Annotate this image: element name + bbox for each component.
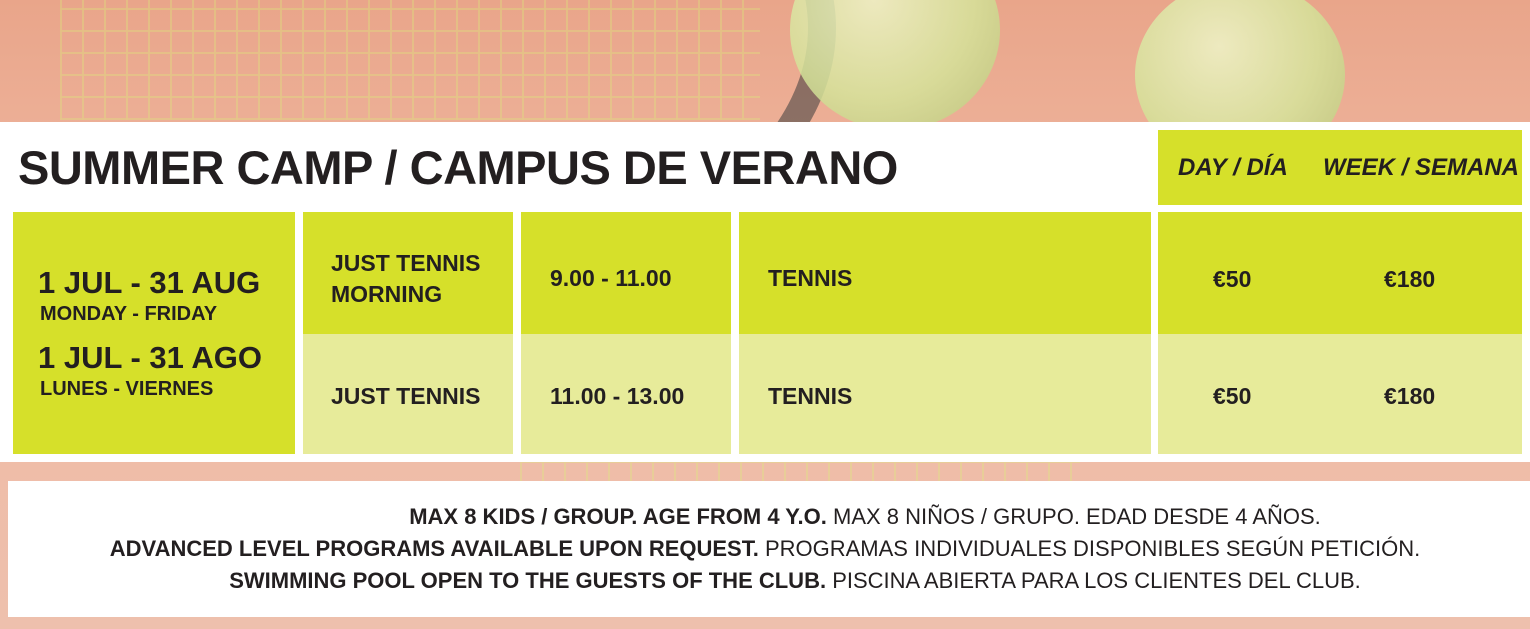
program-name: JUST TENNIS [331,250,481,276]
notes-block [0,501,1530,597]
tennis-ball-graphic [790,0,1000,130]
racket-strings-graphic [60,0,760,120]
session-time: 9.00 - 11.00 [550,265,672,291]
program-name: JUST TENNIS [331,383,481,409]
weekdays-es: LUNES - VIERNES [40,378,214,400]
week-price: €180 [1384,383,1436,409]
session-time: 11.00 - 13.00 [550,383,685,409]
note-bold: MAX 8 KIDS / GROUP. AGE FROM 4 Y.O. [409,504,827,529]
note-bold: SWIMMING POOL OPEN TO THE GUESTS OF THE CLUB. [229,568,827,593]
note-normal: MAX 8 NIÑOS / GRUPO. EDAD DESDE 4 AÑOS. [826,504,1321,529]
note-line [0,565,1530,597]
day-price-header: DAY / DÍA [1178,154,1288,181]
note-line [0,501,1530,533]
day-price: €50 [1213,383,1252,409]
page-title: SUMMER CAMP / CAMPUS DE VERANO [18,141,898,194]
weekdays-en: MONDAY - FRIDAY [40,303,218,325]
note-line [0,533,1530,565]
date-range-es: 1 JUL - 31 AGO [38,340,262,375]
date-cell [13,212,295,454]
program-name-line2: MORNING [331,281,443,307]
activity-name: TENNIS [768,265,853,291]
date-range-en: 1 JUL - 31 AUG [38,265,261,300]
week-price-header: WEEK / SEMANA [1323,154,1520,181]
note-normal: PISCINA ABIERTA PARA LOS CLIENTES DEL CLUB. [826,568,1361,593]
note-bold: ADVANCED LEVEL PROGRAMS AVAILABLE UPON REQUEST. [109,536,759,561]
day-price: €50 [1213,266,1252,292]
note-normal: PROGRAMAS INDIVIDUALES DISPONIBLES SEGÚN PETICIÓN. [758,536,1421,561]
week-price: €180 [1384,266,1436,292]
activity-name: TENNIS [768,383,853,409]
